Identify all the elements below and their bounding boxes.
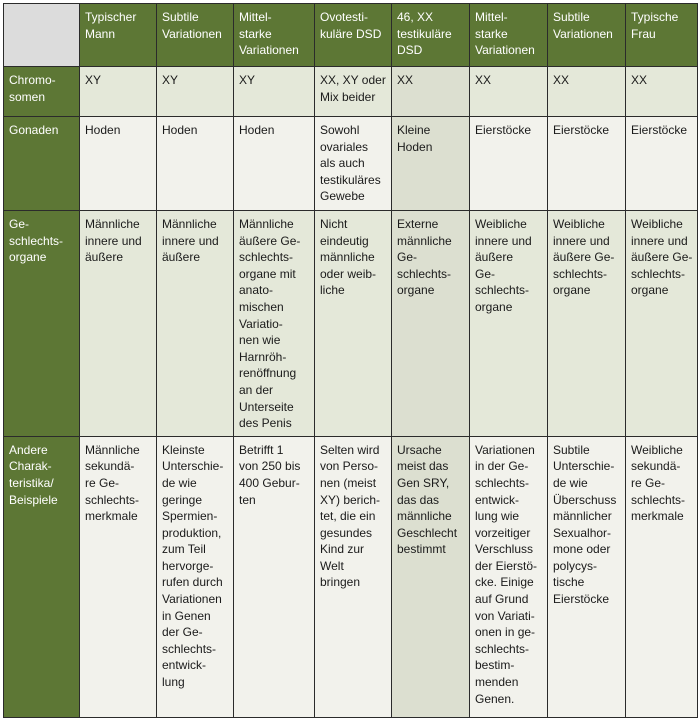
table-row-gonaden <box>4 117 698 211</box>
table-cell: Männliche sekundä- re Ge- schlechts- merkmale <box>80 436 157 717</box>
table-cell: Kleine Hoden <box>392 117 470 211</box>
table-cell: Subtile Unterschie- de wie Überschuss männlicher Sexualhor- mone oder polycys- tische Eierstöcke <box>548 436 626 717</box>
table-cell: XX <box>470 67 548 117</box>
table-cell: Männliche äußere Ge- schlechts- organe mit anato- mischen Variatio- nen wie Harnröh- renöffnung an der Unterseite des Penis <box>234 211 315 437</box>
row-header-andere-charakteristika: Andere Charak- teristika/ Beispiele <box>4 436 80 717</box>
column-header-subtile-variationen-female: Subtile Variationen <box>548 4 626 67</box>
dsd-comparison-table <box>3 3 698 718</box>
table-cell: XY <box>80 67 157 117</box>
table-row-andere-charakteristika <box>4 436 698 717</box>
table-cell: Eierstöcke <box>470 117 548 211</box>
table-cell: Eierstöcke <box>548 117 626 211</box>
table-cell: Variationen in der Ge- schlechts- entwick- lung wie vorzeitiger Verschluss der Eierstö- cke. Einige auf Grund von Variati- onen in ge- schlechts- bestim- menden Genen. <box>470 436 548 717</box>
corner-cell <box>4 4 80 67</box>
table-cell: Weibliche sekundä- re Ge- schlechts- merkmale <box>626 436 698 717</box>
table-cell: Selten wird von Perso- nen (meist XY) berich- tet, die ein gesundes Kind zur Welt bringen <box>315 436 392 717</box>
table-cell: Ursache meist das Gen SRY, das das männliche Geschlecht bestimmt <box>392 436 470 717</box>
table-cell: Eierstöcke <box>626 117 698 211</box>
table-cell: Männliche innere und äußere <box>157 211 234 437</box>
table-cell: Betrifft 1 von 250 bis 400 Gebur- ten <box>234 436 315 717</box>
table-cell: Nicht eindeutig männliche oder weib- liche <box>315 211 392 437</box>
table-cell: Männliche innere und äußere <box>80 211 157 437</box>
column-header-mittelstarke-variationen-male: Mittel- starke Variationen <box>234 4 315 67</box>
table-cell: XX <box>626 67 698 117</box>
column-header-mittelstarke-variationen-female: Mittel- starke Variationen <box>470 4 548 67</box>
table-row-chromosomen <box>4 67 698 117</box>
table-cell: Weibliche innere und äußere Ge- schlechts- organe <box>470 211 548 437</box>
table-cell: Hoden <box>157 117 234 211</box>
table-cell: Hoden <box>234 117 315 211</box>
column-header-typische-frau: Typische Frau <box>626 4 698 67</box>
table-cell: Kleinste Unterschie- de wie geringe Spermien- produktion, zum Teil hervorge- rufen durch Variationen in Genen der Ge- schlechts- entwick- lung <box>157 436 234 717</box>
table-cell: Externe männliche Ge- schlechts- organe <box>392 211 470 437</box>
table-cell: XX <box>392 67 470 117</box>
table-cell: Weibliche innere und äußere Ge- schlechts- organe <box>548 211 626 437</box>
table-row-geschlechtsorgane <box>4 211 698 437</box>
row-header-gonaden: Gonaden <box>4 117 80 211</box>
header-row <box>4 4 698 67</box>
column-header-subtile-variationen-male: Subtile Variationen <box>157 4 234 67</box>
column-header-ovotestikulaere-dsd: Ovotesti- kuläre DSD <box>315 4 392 67</box>
table-cell: XY <box>157 67 234 117</box>
table-cell: Hoden <box>80 117 157 211</box>
row-header-chromosomen: Chromo- somen <box>4 67 80 117</box>
table-cell: XY <box>234 67 315 117</box>
table-cell: Sowohl ovariales als auch testikuläres Gewebe <box>315 117 392 211</box>
row-header-geschlechtsorgane: Ge- schlechts- organe <box>4 211 80 437</box>
table-cell: XX <box>548 67 626 117</box>
column-header-typischer-mann: Typischer Mann <box>80 4 157 67</box>
column-header-46xx-testikulaere-dsd: 46, XX testikuläre DSD <box>392 4 470 67</box>
table-cell: XX, XY oder Mix beider <box>315 67 392 117</box>
table-cell: Weibliche innere und äußere Ge- schlechts- organe <box>626 211 698 437</box>
